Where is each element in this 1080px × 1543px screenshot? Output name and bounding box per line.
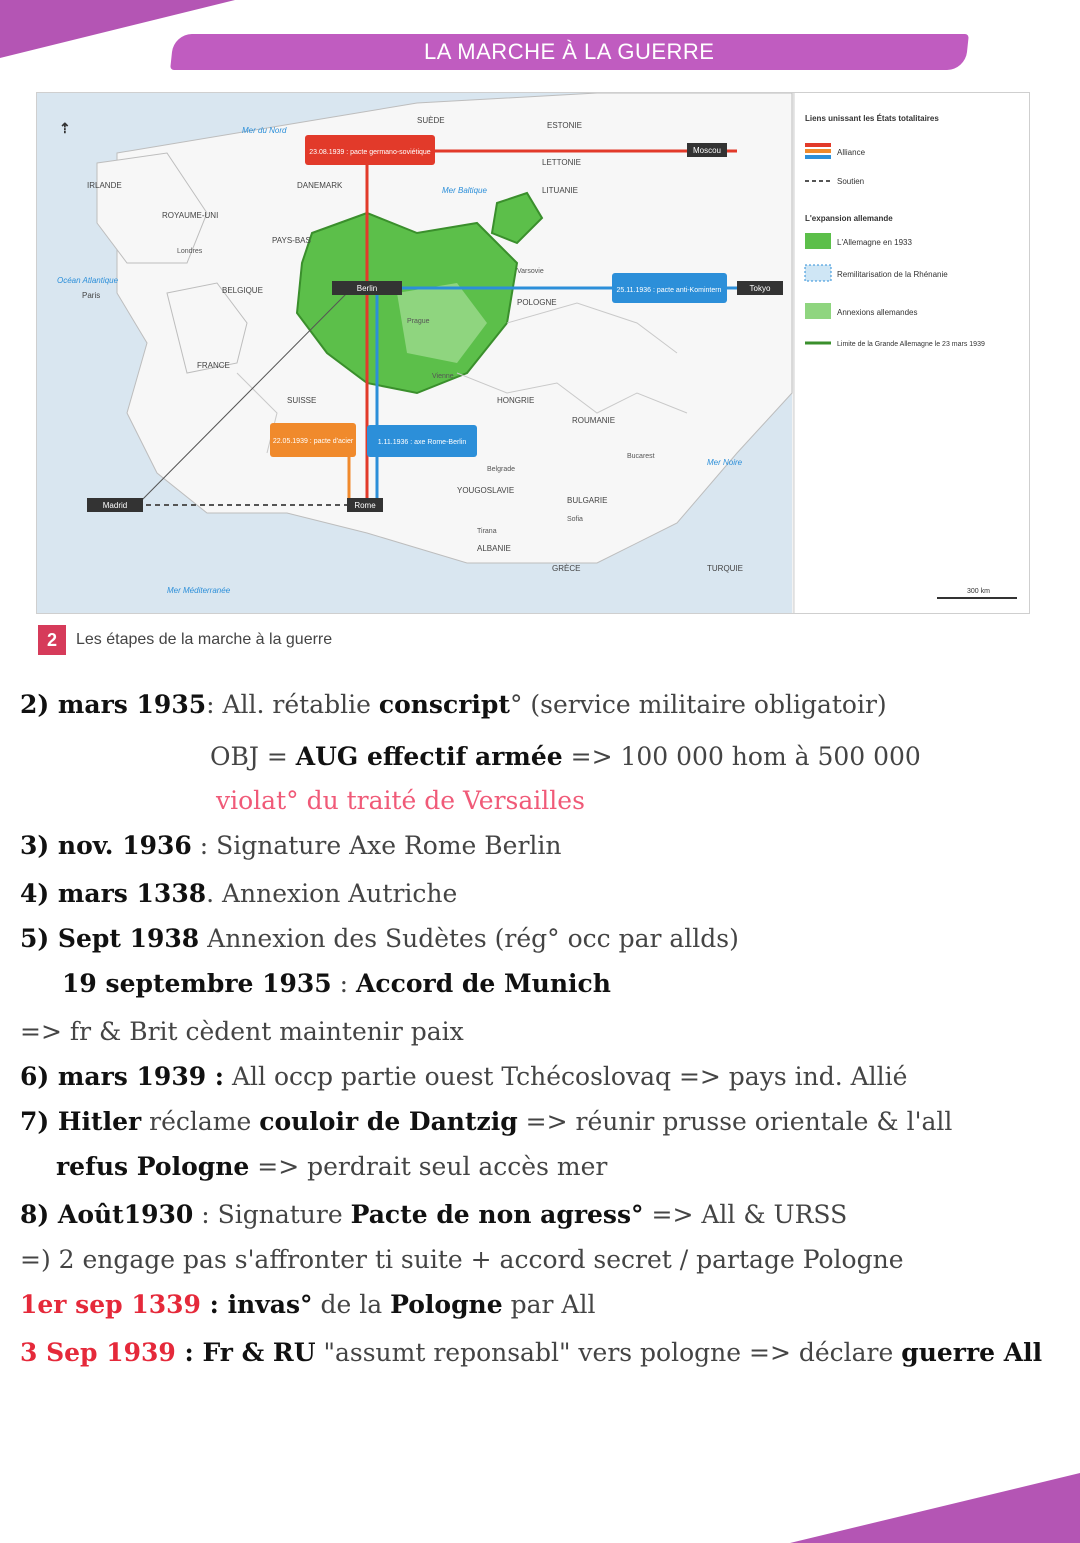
note-line-12 <box>20 1200 847 1229</box>
label-estonie: ESTONIE <box>547 121 582 130</box>
box-anti-komintern: 25.11.1936 : pacte anti-Komintern <box>616 287 722 294</box>
note-emphasis: AUG effectif armée <box>295 742 563 771</box>
label-belgique: BELGIQUE <box>222 286 263 295</box>
note-emphasis: guerre All <box>901 1338 1043 1367</box>
legend-rhineland: Remilitarisation de la Rhénanie <box>837 270 948 279</box>
city-tokyo: Tokyo <box>749 284 771 293</box>
label-mer-noire: Mer Noire <box>707 458 743 467</box>
note-text: All occp partie ouest Tchécoslovaq => pays ind. Allié <box>224 1062 908 1091</box>
note-emphasis: Pacte de non agress° <box>350 1200 644 1229</box>
label-roumanie: ROUMANIE <box>572 416 616 425</box>
note-text: => réunir prusse orientale & l'all <box>517 1107 953 1136</box>
label-pays-bas: PAYS-BAS <box>272 236 311 245</box>
map-figure <box>36 92 1030 614</box>
note-date: 8) Août1930 <box>20 1200 194 1229</box>
note-text: Annexion des Sudètes (rég° occ par allds) <box>199 924 739 953</box>
note-date: 5) Sept 1938 <box>20 924 200 953</box>
note-date: 4) mars 1338 <box>20 879 207 908</box>
label-prague: Prague <box>407 318 430 325</box>
note-line-1 <box>20 690 887 719</box>
note-date: 1er sep 1339 <box>20 1290 201 1319</box>
note-date: 2) mars 1935 <box>20 690 207 719</box>
label-albanie: ALBANIE <box>477 544 511 553</box>
note-text: : Signature <box>193 1200 351 1229</box>
legend-annexations: Annexions allemandes <box>837 308 918 317</box>
note-date: 3 Sep 1939 <box>20 1338 176 1367</box>
label-suede: SUÈDE <box>417 116 445 125</box>
page-title: LA MARCHE À LA GUERRE <box>424 39 715 64</box>
label-sofia: Sofia <box>567 516 583 523</box>
city-moscow-tag: Moscou <box>692 146 722 155</box>
scale-bar-label: 300 km <box>967 588 990 595</box>
city-berlin: Berlin <box>356 284 378 293</box>
note-text: de la <box>312 1290 391 1319</box>
legend-germany-1933: L'Allemagne en 1933 <box>837 238 912 247</box>
label-vienne: Vienne <box>432 373 454 380</box>
note-text: "assumt reponsabl" vers pologne => déclare <box>315 1338 902 1367</box>
label-tirana: Tirana <box>477 528 497 535</box>
note-line-5 <box>20 879 457 908</box>
note-line-8 <box>20 1017 464 1046</box>
note-emphasis: Pologne <box>390 1290 503 1319</box>
north-arrow-icon: ⇡ <box>59 120 71 136</box>
note-text: OBJ = <box>210 742 296 771</box>
note-text: violat° du traité de Versailles <box>216 786 585 815</box>
note-line-6 <box>20 924 739 953</box>
label-grece: GRÈCE <box>552 564 581 573</box>
label-lituanie: LITUANIE <box>542 186 579 195</box>
note-text: All. rétablie <box>222 690 379 719</box>
legend-heading-expansion: L'expansion allemande <box>805 214 893 223</box>
label-belgrade: Belgrade <box>487 466 516 473</box>
city-rome: Rome <box>354 501 376 510</box>
legend-alliance: Alliance <box>837 148 866 157</box>
map-caption <box>38 622 332 658</box>
label-atlantique: Océan Atlantique <box>57 276 119 285</box>
label-lettonie: LETTONIE <box>542 158 581 167</box>
label-france: FRANCE <box>197 361 230 370</box>
note-line-7 <box>62 969 611 998</box>
note-line-15 <box>20 1338 1042 1367</box>
note-date: 6) mars 1939 : <box>20 1062 225 1091</box>
label-pologne: POLOGNE <box>517 298 557 307</box>
label-mediterranee: Mer Méditerranée <box>167 586 231 595</box>
label-danemark: DANEMARK <box>297 181 343 190</box>
note-text: par All <box>502 1290 596 1319</box>
note-line-4 <box>20 831 562 860</box>
note-line-9 <box>20 1062 907 1091</box>
note-emphasis: invas° <box>227 1290 313 1319</box>
note-text: : <box>206 690 223 719</box>
corner-decoration-bottom-right <box>790 1473 1080 1543</box>
note-line-13 <box>20 1245 904 1274</box>
label-londres: Londres <box>177 248 203 255</box>
caption-number: 2 <box>38 625 66 655</box>
box-pacte-germano: 23.08.1939 : pacte germano-soviétique <box>309 149 431 156</box>
note-text: => fr & Brit cèdent maintenir paix <box>20 1017 464 1046</box>
label-varsovie: Varsovie <box>517 268 544 275</box>
note-text: : <box>175 1338 203 1367</box>
note-line-10 <box>20 1107 952 1136</box>
note-text: réclame <box>141 1107 260 1136</box>
label-mer-nord: Mer du Nord <box>242 126 287 135</box>
legend-heading-links: Liens unissant les États totalitaires <box>805 114 939 123</box>
note-text: => 100 000 hom à 500 000 <box>562 742 921 771</box>
label-royaume-uni: ROYAUME-UNI <box>162 211 219 220</box>
note-date: 3) nov. 1936 <box>20 831 192 860</box>
note-line-2 <box>210 742 921 771</box>
note-text: : Signature Axe Rome Berlin <box>191 831 562 860</box>
note-emphasis: Fr & RU <box>202 1338 316 1367</box>
label-suisse: SUISSE <box>287 396 317 405</box>
label-paris: Paris <box>82 291 101 300</box>
note-emphasis: conscript <box>378 690 510 719</box>
label-bucarest: Bucarest <box>627 453 655 460</box>
note-line-14 <box>20 1290 595 1319</box>
note-text: : <box>331 969 357 998</box>
city-madrid: Madrid <box>102 501 128 510</box>
note-date: 19 septembre 1935 <box>62 969 332 998</box>
note-text: =) 2 engage pas s'affronter ti suite + accord secret / partage Pologne <box>20 1245 904 1274</box>
note-emphasis: Accord de Munich <box>356 969 611 998</box>
note-line-3 <box>216 786 585 815</box>
label-irlande: IRLANDE <box>87 181 122 190</box>
note-date: 7) Hitler <box>20 1107 142 1136</box>
label-bulgarie: BULGARIE <box>567 496 608 505</box>
note-emphasis: couloir de Dantzig <box>259 1107 518 1136</box>
note-text: ° (service militaire obligatoir) <box>509 690 887 719</box>
legend-limit: Limite de la Grande Allemagne le 23 mars 1939 <box>837 341 985 348</box>
label-mer-baltique: Mer Baltique <box>442 186 487 195</box>
note-text: . Annexion Autriche <box>206 879 458 908</box>
note-text: => perdrait seul accès mer <box>249 1152 608 1181</box>
box-axe: 1.11.1936 : axe Rome-Berlin <box>377 439 467 446</box>
title-banner <box>170 34 969 70</box>
box-acier: 22.05.1939 : pacte d'acier <box>272 438 354 445</box>
label-turquie: TURQUIE <box>707 564 743 573</box>
note-text: : <box>200 1290 228 1319</box>
label-hongrie: HONGRIE <box>497 396 535 405</box>
legend-soutien: Soutien <box>837 177 865 186</box>
label-yougoslavie: YOUGOSLAVIE <box>457 486 515 495</box>
note-emphasis: refus Pologne <box>56 1152 250 1181</box>
note-text: => All & URSS <box>643 1200 848 1229</box>
map-svg <box>37 93 1029 613</box>
note-line-11 <box>56 1152 607 1181</box>
caption-text: Les étapes de la marche à la guerre <box>76 631 333 648</box>
